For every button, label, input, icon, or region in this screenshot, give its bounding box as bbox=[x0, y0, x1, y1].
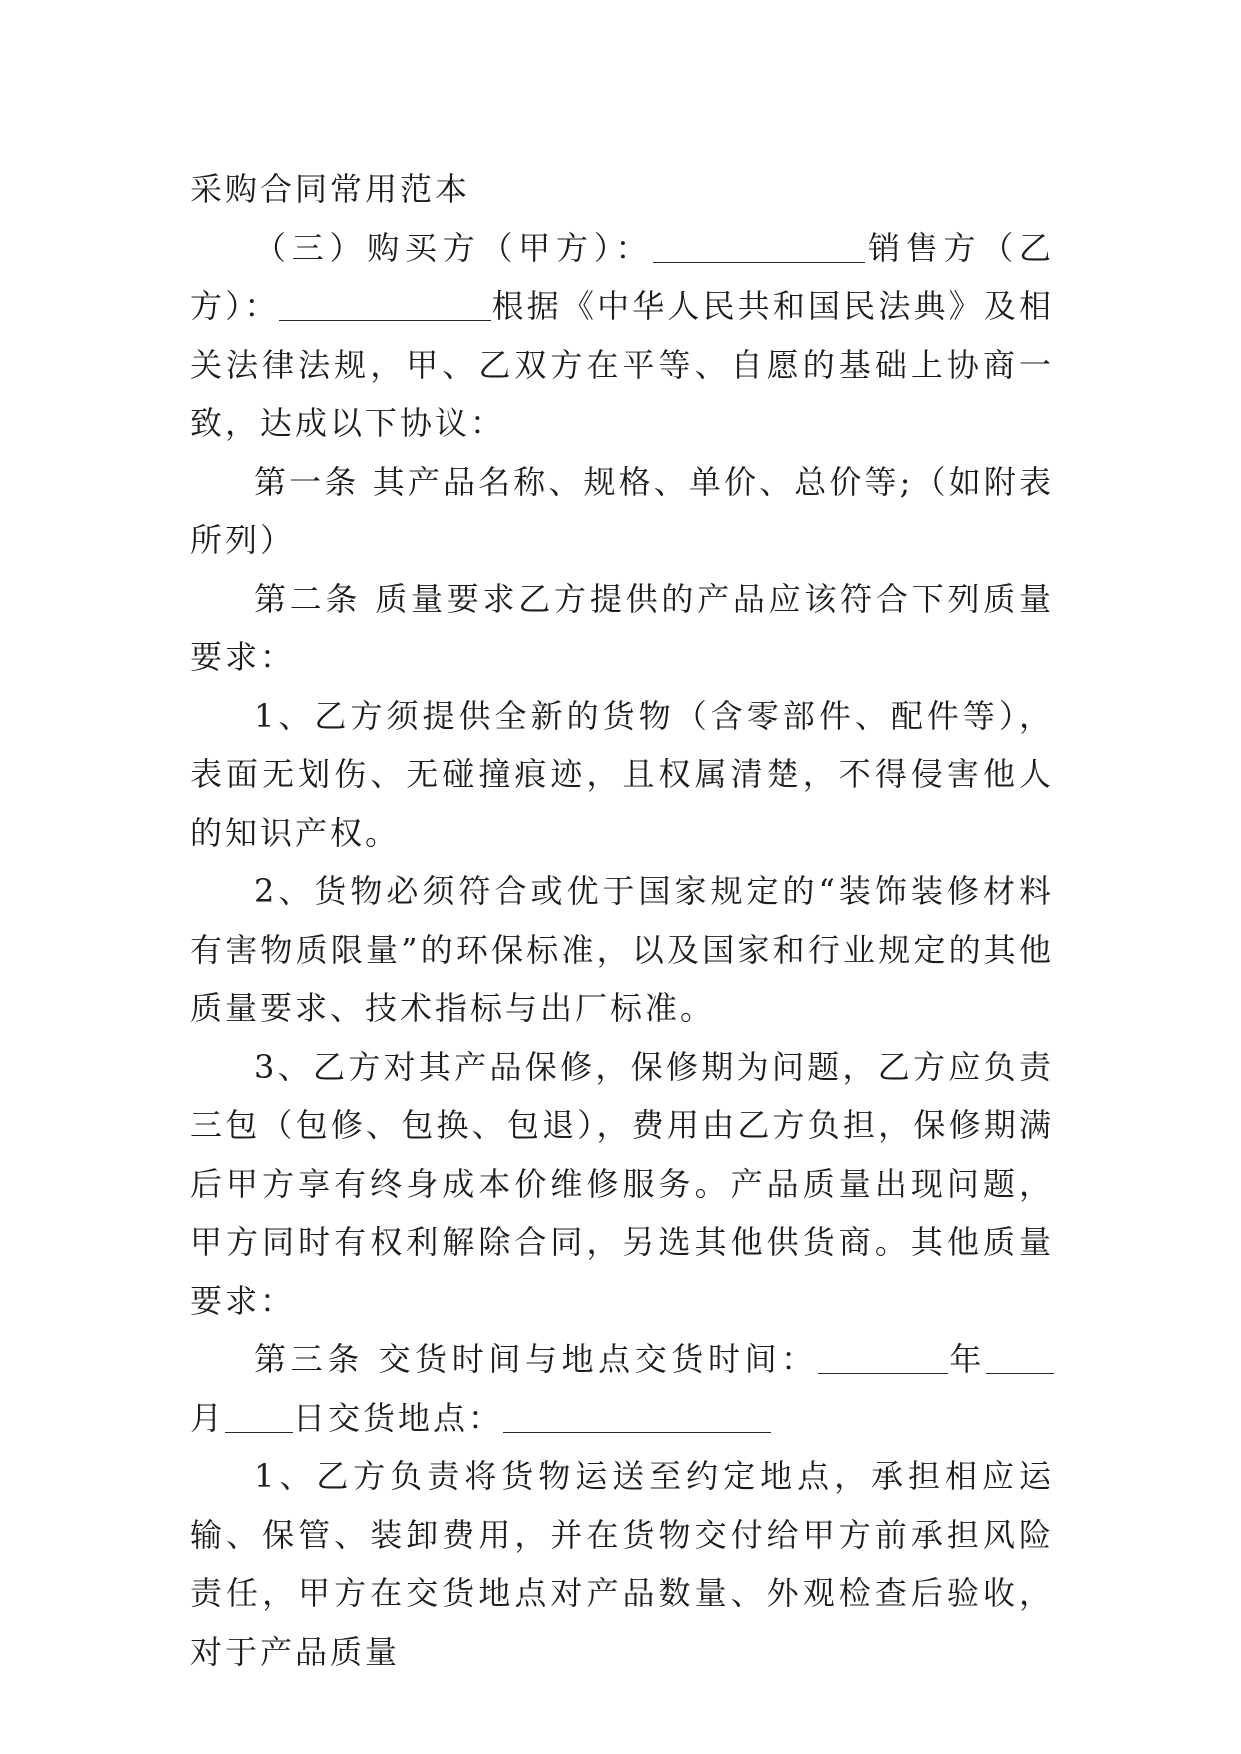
document-title: 采购合同常用范本 bbox=[190, 170, 471, 208]
month-blank bbox=[986, 1343, 1054, 1374]
document-body bbox=[190, 160, 1054, 1681]
seller-blank bbox=[279, 290, 491, 321]
delivery-time-label: 第三条 交货时间与地点交货时间： bbox=[254, 1340, 818, 1378]
year-blank bbox=[818, 1343, 948, 1374]
month-label: 月 bbox=[190, 1398, 226, 1437]
buyer-blank bbox=[653, 232, 865, 263]
quality-item-2: 2、货物必须符合或优于国家规定的“装饰装修材料有害物质限量”的环保标准，以及国家和行业规定的其他质量要求、技术指标与出厂标准。 bbox=[190, 872, 1054, 1027]
intro-text: 根据《中华人民共和国民法典》及相关法律法规，甲、乙双方在平等、自愿的基础上协商一致，达成以下协议： bbox=[190, 287, 1054, 442]
seller-label: 销售方（乙方）： bbox=[190, 228, 1054, 325]
article-2: 第二条 质量要求乙方提供的产品应该符合下列质量要求： bbox=[190, 579, 1054, 676]
article-3 bbox=[190, 1330, 1054, 1447]
day-place-label: 日交货地点： bbox=[293, 1398, 504, 1437]
day-blank bbox=[225, 1402, 293, 1433]
year-label: 年 bbox=[947, 1340, 986, 1378]
place-blank bbox=[503, 1402, 771, 1433]
article-1: 第一条 其产品名称、规格、单价、总价等;（如附表所列） bbox=[190, 462, 1054, 559]
intro-paragraph bbox=[190, 219, 1054, 453]
quality-item-3: 3、乙方对其产品保修，保修期为问题，乙方应负责三包（包修、包换、包退），费用由乙方负担，保修期满后甲方享有终身成本价维修服务。产品质量出现问题，甲方同时有权利解除合同，另选其他供货商。其他质量要求： bbox=[190, 1047, 1054, 1320]
quality-item-1: 1、乙方须提供全新的货物（含零部件、配件等），表面无划伤、无碰撞痕迹，且权属清楚，不得侵害他人的知识产权。 bbox=[190, 696, 1054, 852]
buyer-label: （三）购买方（甲方）： bbox=[254, 228, 654, 267]
delivery-item-1: 1、乙方负责将货物运送至约定地点，承担相应运输、保管、装卸费用，并在货物交付给甲方前承担风险责任，甲方在交货地点对产品数量、外观检查后验收，对于产品质量 bbox=[190, 1457, 1054, 1671]
